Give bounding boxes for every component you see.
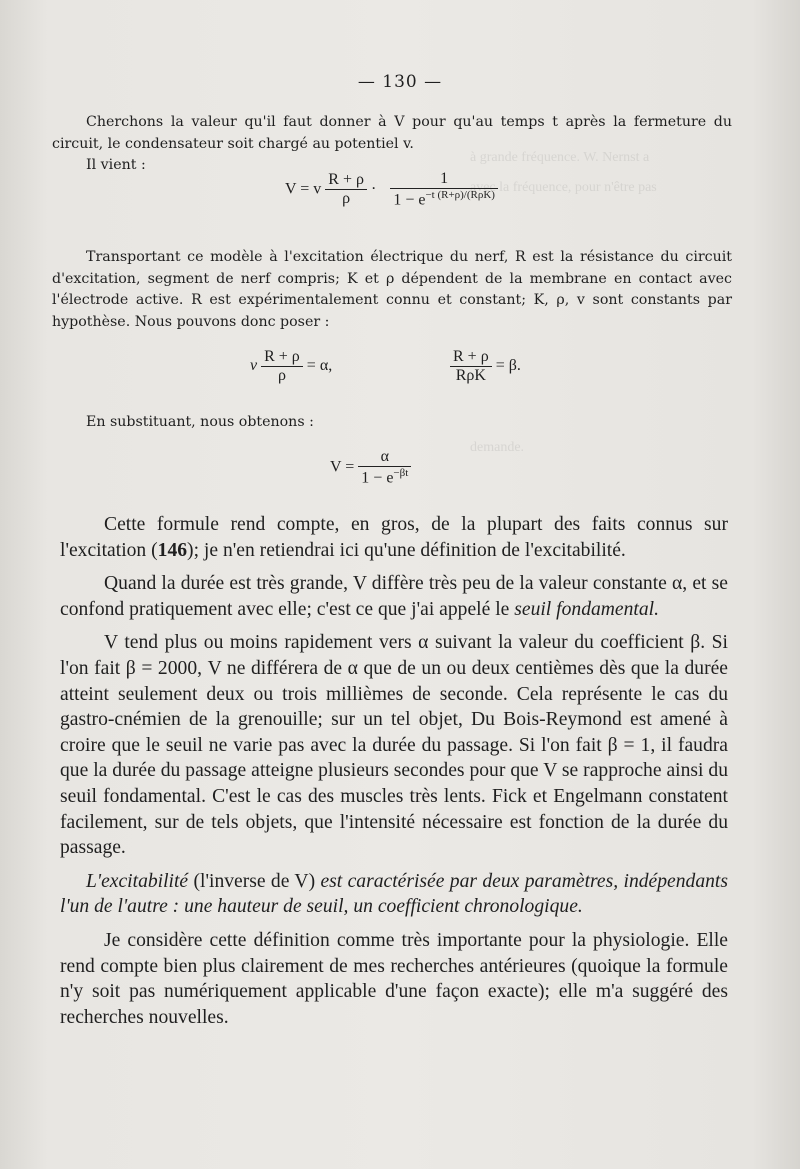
eq1-fraction-1: $\frac{R + \rho}{\rho}$ (325, 171, 367, 208)
intro-lead: Il vient : (86, 157, 146, 173)
substitution-lead: En substituant, nous obtenons : (86, 414, 314, 430)
reference-number: 146 (157, 539, 188, 561)
paragraph-conclusion: Je considère cette définition comme très importante pour la physiologie. Elle rend compte bien plus clairement de mes recherches antérieures (quoique la formule n'y soit pas numériquement applicable d'une façon exacte); elle m'a suggéré des recherches nouvelles. (60, 929, 728, 1028)
intro-paragraph: Cherchons la valeur qu'il faut donner à V pour qu'au temps t après la fermeture du circuit, le condensateur soit chargé au potentiel v. (52, 114, 732, 152)
eq1-fraction-2: $\frac{1}{1 - e^{-t (R+\rho)/(R\rho K)}}$ (390, 170, 498, 209)
equation-voltage: V = v $\frac{R + \rho}{\rho}$ · $\frac{1}{1 - e^{-t (R+\rho)/(R\rho K)}}$ (285, 170, 498, 209)
transport-paragraph: Transportant ce modèle à l'excitation électrique du nerf, R est la résistance du circuit d'excitation, segment de nerf compris; K et ρ dépendent de la membrane en contact avec l'électrode active. R est expérimentalement connu et constant; K, ρ, v sont constants par hypothèse. Nous pouvons donc poser : (52, 249, 732, 330)
page-number: — 130 — (357, 72, 443, 92)
eq1-exponent: −t (R+ρ)/(RρK) (425, 189, 495, 201)
paragraph-coefficient: V tend plus ou moins rapidement vers α suivant la valeur du coefficient β. Si l'on fait β = 2000, V ne différera de α que de un ou deux centièmes dès que la durée atteint seulement deux ou trois millièmes de seconde. Cela représente le cas du gastro-cnémien de la grenouille; sur un tel objet, Du Bois-Reymond est amené à croire que le seuil ne varie pas avec la durée du passage. Si l'on fait β = 1, il faudra que la durée du passage atteigne plusieurs secondes pour que V se rapproche ainsi du seuil fondamental. C'est le cas des muscles très lents. Fick et Engelmann constatent facilement, sur de tels objets, que l'intensité nécessaire est fonction de la durée du passage. (60, 632, 728, 859)
paragraph-seuil: Quand la durée est très grande, V diffère très peu de la valeur constante α, et se confond pratiquement avec elle; c'est ce que j'ai appelé le seuil fondamental. (60, 573, 728, 620)
eq1-lhs: V = v (285, 180, 322, 198)
paragraph-definition: L'excitabilité (l'inverse de V) est caractérisée par deux paramètres, indépendants l'un de l'autre : une hauteur de seuil, un coefficient chronologique. (60, 870, 728, 918)
equation-beta: $\frac{R + \rho}{\text{RρK}}$ = β. (450, 348, 521, 385)
bleed-through-decoration: avec la fréquence, pour n'être pas (470, 180, 657, 195)
substitution-block (52, 412, 732, 434)
paragraph-formula: Cette formule rend compte, en gros, de la plupart des faits connus sur l'excitation (146); je n'en retiendrai ici qu'une définition de l'excitabilité. (60, 514, 728, 561)
equation-alpha: v $\frac{R + \rho}{\rho}$ = α, (250, 348, 333, 384)
intro-block (52, 112, 732, 177)
body-text (60, 512, 728, 1038)
equation-final: V = $\frac{\alpha}{1 - e^{-\beta t}}$ (330, 448, 411, 487)
bleed-through-decoration: demande. (470, 440, 525, 455)
bleed-through-decoration: à grande fréquence. W. Nernst a (470, 150, 650, 165)
transport-block (52, 247, 732, 333)
